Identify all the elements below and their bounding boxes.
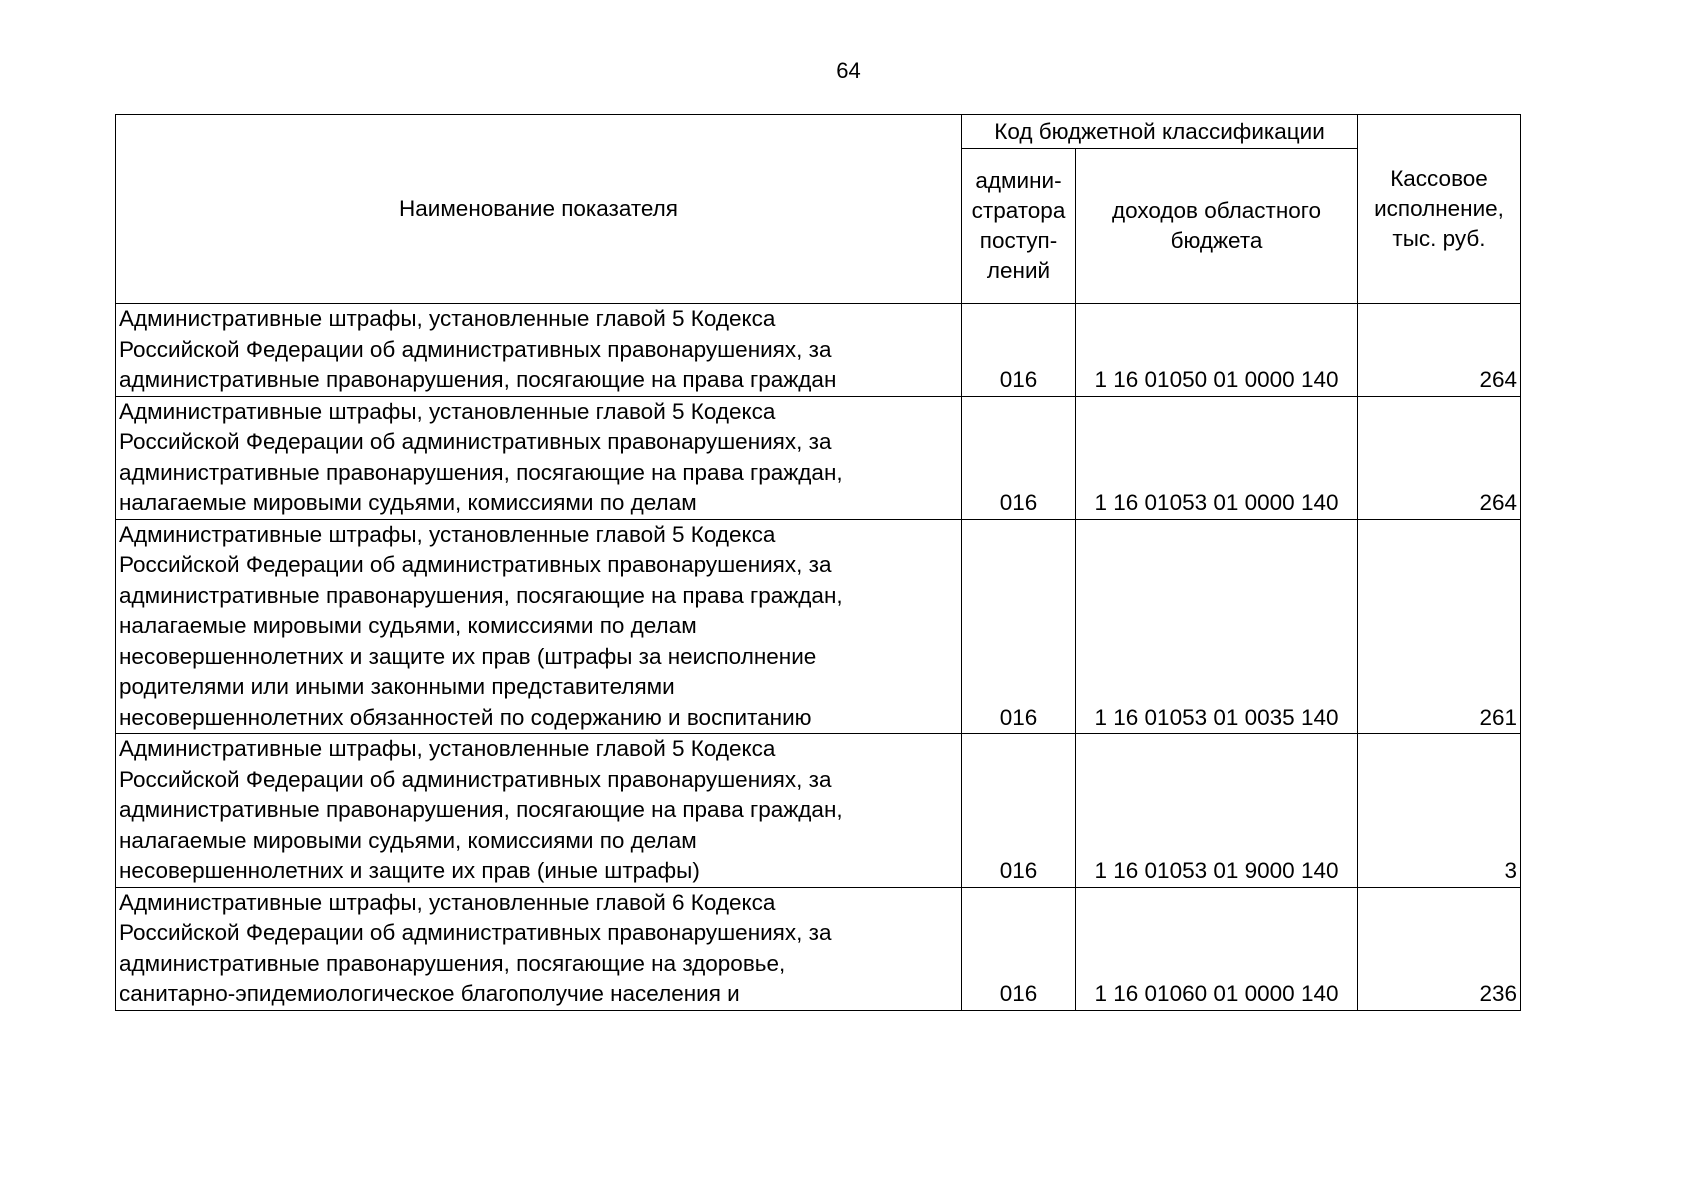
table-row [116, 396, 1521, 519]
row-income-code: 1 16 01053 01 9000 140 [1076, 734, 1358, 888]
header-code-group: Код бюджетной классификации [962, 115, 1358, 149]
row-admin-code: 016 [962, 734, 1076, 888]
row-income-code: 1 16 01050 01 0000 140 [1076, 304, 1358, 397]
row-amount: 261 [1358, 519, 1521, 734]
row-name: Административные штрафы, установленные главой 6 Кодекса Российской Федерации об административных правонарушениях, за административные правонарушения, посягающие на здоровье, санитарно-эпидемиологическое благополучие населения и [116, 887, 962, 1010]
table-row [116, 519, 1521, 734]
header-amount: Кассовое исполнение, тыс. руб. [1358, 115, 1521, 304]
row-admin-code: 016 [962, 304, 1076, 397]
row-name: Административные штрафы, установленные главой 5 Кодекса Российской Федерации об административных правонарушениях, за административные правонарушения, посягающие на права граждан, налагаемые мировыми судьями, комиссиями по делам [116, 396, 962, 519]
table-row [116, 304, 1521, 397]
row-admin-code: 016 [962, 887, 1076, 1010]
row-income-code: 1 16 01053 01 0000 140 [1076, 396, 1358, 519]
header-admin: админи- стратора поступ- лений [962, 149, 1076, 304]
row-amount: 264 [1358, 396, 1521, 519]
header-name: Наименование показателя [116, 115, 962, 304]
page-number: 64 [836, 58, 861, 83]
row-name: Административные штрафы, установленные главой 5 Кодекса Российской Федерации об административных правонарушениях, за административные правонарушения, посягающие на права граждан, налагаемые мировыми судьями, комиссиями по делам несовершеннолетних и защите их прав (иные штрафы) [116, 734, 962, 888]
table-row [116, 734, 1521, 888]
table-row [116, 887, 1521, 1010]
row-admin-code: 016 [962, 396, 1076, 519]
row-admin-code: 016 [962, 519, 1076, 734]
row-amount: 236 [1358, 887, 1521, 1010]
row-name: Административные штрафы, установленные главой 5 Кодекса Российской Федерации об административных правонарушениях, за административные правонарушения, посягающие на права граждан [116, 304, 962, 397]
row-amount: 3 [1358, 734, 1521, 888]
row-amount: 264 [1358, 304, 1521, 397]
row-name: Административные штрафы, установленные главой 5 Кодекса Российской Федерации об административных правонарушениях, за административные правонарушения, посягающие на права граждан, налагаемые мировыми судьями, комиссиями по делам несовершеннолетних и защите их прав (штрафы за неисполнение родителями или иными законными представителями несовершеннолетних обязанностей по содержанию и воспитанию [116, 519, 962, 734]
row-income-code: 1 16 01060 01 0000 140 [1076, 887, 1358, 1010]
header-income: доходов областного бюджета [1076, 149, 1358, 304]
row-income-code: 1 16 01053 01 0035 140 [1076, 519, 1358, 734]
budget-table [115, 114, 1521, 1011]
